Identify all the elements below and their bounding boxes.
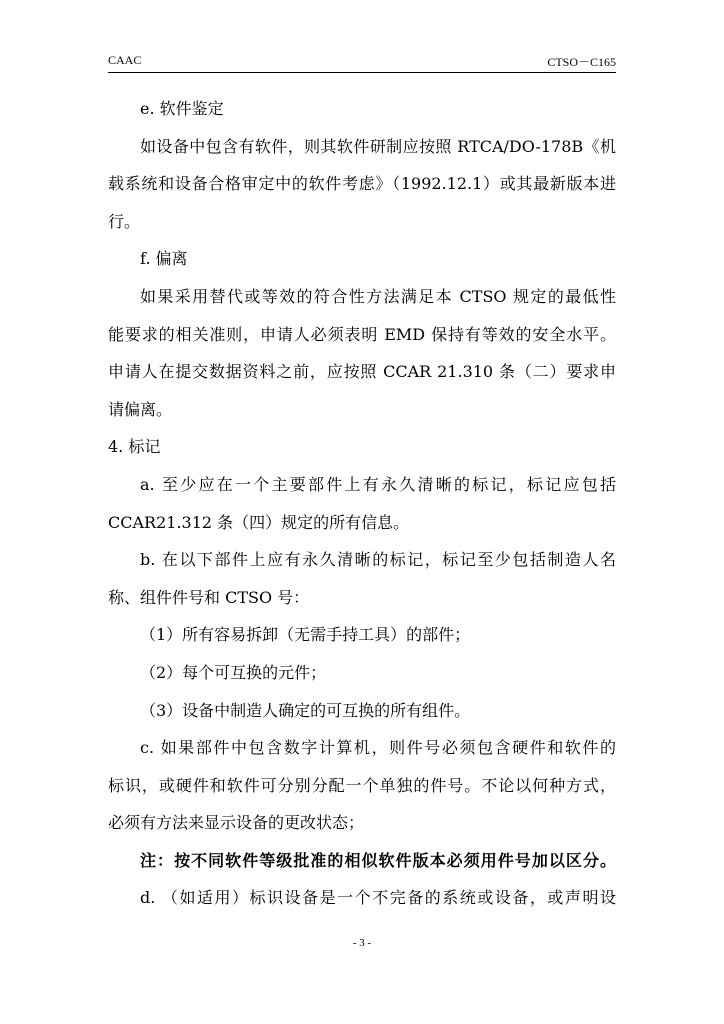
text-line: 载系统和设备合格审定中的软件考虑》（1992.12.1）或其最新版本进 (108, 174, 616, 194)
text-line: 标识，或硬件和软件可分别分配一个单独的件号。不论以何种方式， (108, 775, 616, 795)
text-line: 称、组件件号和 CTSO 号： (108, 587, 310, 607)
text-line: c. 如果部件中包含数字计算机，则件号必须包含硬件和软件的 (140, 738, 616, 758)
text-line: （3）设备中制造人确定的可互换的所有组件。 (140, 700, 471, 720)
text-line: CCAR21.312 条（四）规定的所有信息。 (108, 512, 410, 532)
header-doc-number: CTSO－C165 (547, 55, 616, 69)
header-rule (108, 72, 616, 73)
note-line: 注：按不同软件等级批准的相似软件版本必须用件号加以区分。 (140, 850, 616, 870)
page-header (108, 53, 616, 71)
document-body (108, 90, 616, 917)
text-line: 请偏离。 (108, 399, 173, 419)
page-number: - 3 - (352, 937, 372, 949)
text-line: 如果采用替代或等效的符合性方法满足本 CTSO 规定的最低性 (140, 286, 616, 306)
text-line: 能要求的相关准则，申请人必须表明 EMD 保持有等效的安全水平。 (108, 324, 616, 344)
text-line: d. （如适用）标识设备是一个不完备的系统或设备，或声明设 (140, 888, 616, 908)
text-line: 必须有方法来显示设备的更改状态； (108, 813, 365, 833)
text-line: e. 软件鉴定 (140, 99, 224, 118)
text-line: f. 偏离 (140, 249, 188, 269)
text-line: 4. 标记 (108, 437, 161, 457)
text-line: 行。 (108, 211, 141, 231)
text-line: （2）每个可互换的元件； (140, 662, 327, 682)
text-line: （1）所有容易拆卸（无需手持工具）的部件； (140, 625, 471, 645)
header-org: CAAC (108, 53, 142, 67)
text-line: a. 至少应在一个主要部件上有永久清晰的标记，标记应包括 (140, 474, 616, 494)
text-line: 申请人在提交数据资料之前，应按照 CCAR 21.310 条（二）要求申 (108, 362, 616, 382)
text-line: 如设备中包含有软件，则其软件研制应按照 RTCA/DO-178B《机 (140, 136, 616, 156)
text-line: b. 在以下部件上应有永久清晰的标记，标记至少包括制造人名 (140, 550, 616, 570)
